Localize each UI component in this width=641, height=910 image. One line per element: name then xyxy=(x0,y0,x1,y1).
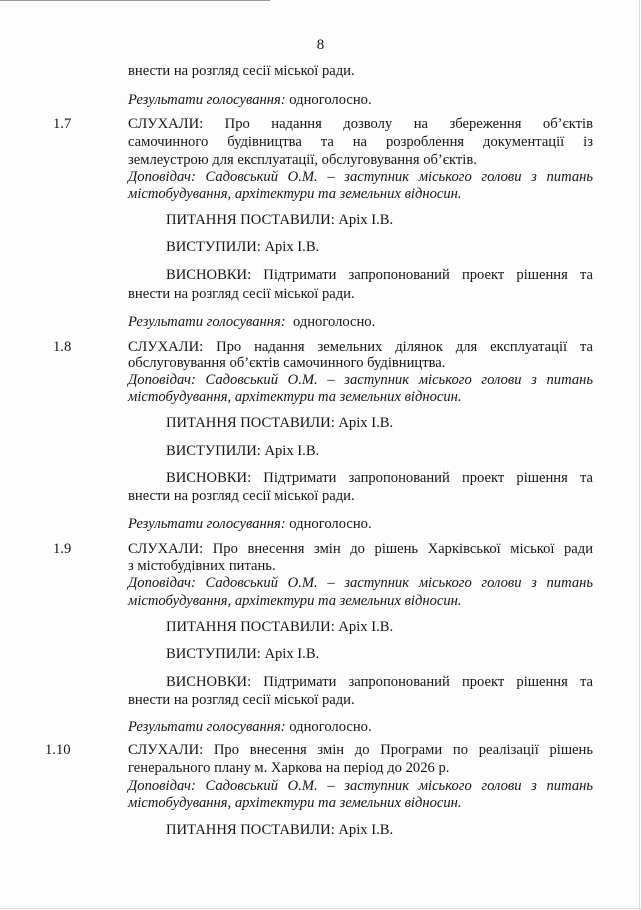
speaker-line: Доповідач: Садовський О.М. – заступник міського голови з питань xyxy=(128,372,593,388)
scan-bottom-edge xyxy=(0,908,641,909)
item-number: 1.9 xyxy=(53,541,72,557)
heard-line: з містобудівних питань. xyxy=(128,558,276,574)
spoke-line: ВИСТУПИЛИ: Аріх І.В. xyxy=(166,443,320,459)
speaker-line: Доповідач: Садовський О.М. – заступник міського голови з питань xyxy=(128,575,593,591)
conclusion-line: ВИСНОВКИ: Підтримати запропонований проект рішення та xyxy=(166,674,593,690)
speaker-line: містобудування, архітектури та земельних відносин. xyxy=(128,186,462,202)
voting-label: Результати голосування: xyxy=(128,314,286,330)
questions-line: ПИТАННЯ ПОСТАВИЛИ: Аріх І.В. xyxy=(166,822,394,838)
voting-label: Результати голосування: xyxy=(128,92,286,108)
heard-line: самочинного будівництва та на розроблення документації із xyxy=(128,134,593,150)
item-number: 1.7 xyxy=(53,116,72,132)
spoke-line: ВИСТУПИЛИ: Аріх І.В. xyxy=(166,239,320,255)
questions-line: ПИТАННЯ ПОСТАВИЛИ: Аріх І.В. xyxy=(166,415,394,431)
heard-line: генерального плану м. Харкова на період до 2026 р. xyxy=(128,760,450,776)
scan-top-line xyxy=(0,0,270,1)
speaker-line: містобудування, архітектури та земельних відносин. xyxy=(128,389,462,405)
speaker-line: містобудування, архітектури та земельних відносин. xyxy=(128,795,462,811)
conclusion-line: внести на розгляд сесії міської ради. xyxy=(128,286,355,302)
heard-line: землеустрою для експлуатації, обслуговування об’єктів. xyxy=(128,152,477,168)
voting-value: одноголосно. xyxy=(289,516,372,532)
intro-voting-result xyxy=(128,91,593,109)
voting-result xyxy=(128,313,593,331)
voting-label: Результати голосування: xyxy=(128,719,286,735)
spoke-line: ВИСТУПИЛИ: Аріх І.В. xyxy=(166,646,320,662)
heard-line: СЛУХАЛИ: Про надання земельних ділянок для експлуатації та xyxy=(128,339,593,355)
questions-line: ПИТАННЯ ПОСТАВИЛИ: Аріх І.В. xyxy=(166,212,394,228)
speaker-line: Доповідач: Садовський О.М. – заступник міського голови з питань xyxy=(128,778,593,794)
item-number: 1.10 xyxy=(45,742,71,758)
voting-result xyxy=(128,718,593,736)
item-number: 1.8 xyxy=(53,339,72,355)
heard-line: обслуговування об’єктів самочинного будівництва. xyxy=(128,355,446,371)
page-number: 8 xyxy=(316,37,325,53)
voting-value: одноголосно. xyxy=(289,92,372,108)
speaker-line: Доповідач: Садовський О.М. – заступник міського голови з питань xyxy=(128,169,593,185)
voting-result xyxy=(128,515,593,533)
voting-label: Результати голосування: xyxy=(128,516,286,532)
speaker-line: містобудування, архітектури та земельних відносин. xyxy=(128,593,462,609)
heard-line: СЛУХАЛИ: Про внесення змін до рішень Харківської міської ради xyxy=(128,541,593,557)
scan-right-edge xyxy=(639,0,640,910)
conclusion-line: ВИСНОВКИ: Підтримати запропонований проект рішення та xyxy=(166,267,593,283)
voting-value: одноголосно. xyxy=(292,314,376,330)
heard-line: СЛУХАЛИ: Про надання дозволу на збереження об’єктів xyxy=(128,116,593,132)
questions-line: ПИТАННЯ ПОСТАВИЛИ: Аріх І.В. xyxy=(166,619,394,635)
intro-continuation: внести на розгляд сесії міської ради. xyxy=(128,63,355,79)
heard-line: СЛУХАЛИ: Про внесення змін до Програми по реалізації рішень xyxy=(128,742,593,758)
conclusion-line: ВИСНОВКИ: Підтримати запропонований проект рішення та xyxy=(166,470,593,486)
voting-value: одноголосно. xyxy=(289,719,372,735)
conclusion-line: внести на розгляд сесії міської ради. xyxy=(128,488,355,504)
conclusion-line: внести на розгляд сесії міської ради. xyxy=(128,692,355,708)
